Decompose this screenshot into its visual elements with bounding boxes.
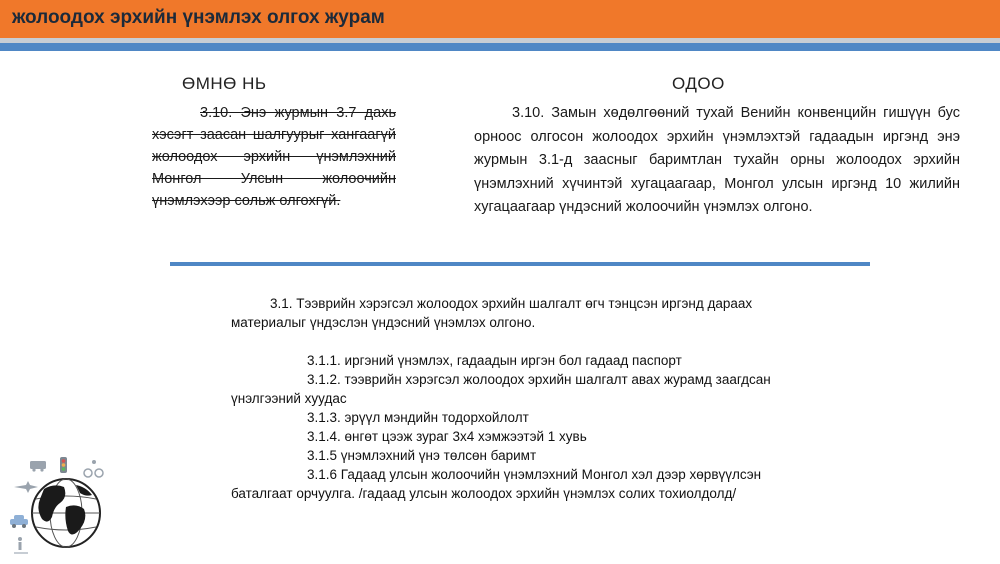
traffic-light-icon [60,457,67,473]
car-icon [10,515,28,528]
rule-item: 3.1.2. тээврийн хэрэгсэл жолоодох эрхийн шалгалт авах журамд заагдсан үнэлгээний хуудас [231,372,771,406]
header-band-blue [0,43,1000,51]
new-rule-text: 3.10. Замын хөдөлгөөний тухай Венийн конвенцийн гишүүн бус орноос олгосон жолоодох эрхийн үнэмлэхтэй гадаадын иргэнд энэ журмын 3.1-д заасныг баримтлан тухайн орны жолоодох эрхийн үнэмлэхний хүчинтэй хугацаагаар, Монгол улсын иргэнд 10 жилийн хугацаагаар үндэсний жолоочийн үнэмлэх олгоно. [474,105,960,215]
plane-icon [14,481,38,493]
page-title: жолоодох эрхийн үнэмлэх олгох журам [12,7,385,28]
bus-icon [30,461,46,472]
rule-item: 3.1.5 үнэмлэхний үнэ төлсөн баримт [307,448,537,463]
rule-item: 3.1.1. иргэний үнэмлэх, гадаадын иргэн бол гадаад паспорт [307,353,682,368]
rules-list [231,294,771,503]
pedestrian-icon [14,537,28,554]
new-column-heading: ОДОО [672,74,725,93]
globe-transport-icon [8,455,112,559]
old-column-heading: ӨМНӨ НЬ [182,74,267,93]
rule-item: 3.1.4. өнгөт цээж зураг 3х4 хэмжээтэй 1 хувь [307,429,587,444]
old-rule-text: 3.10. Энэ журмын 3.7 дахь хэсэгт заасан шалгуурыг хангаагүй жолоодох эрхийн үнэмлэхний Монгол Улсын жолоочийн үнэмлэхээр сольж олгохгүй. [152,105,396,209]
section-divider [170,262,870,266]
rule-item: 3.1.6 Гадаад улсын жолоочийн үнэмлэхний Монгол хэл дээр хөрвүүлсэн баталгаат орчуулга. /гадаад улсын жолоодох эрхийн үнэмлэх солих тохиолдолд/ [231,467,762,501]
header-bar [0,0,1000,38]
rule-item: 3.1.3. эрүүл мэндийн тодорхойлолт [307,410,529,425]
cyclist-icon [84,460,103,477]
rules-intro: 3.1. Тээврийн хэрэгсэл жолоодох эрхийн шалгалт өгч тэнцсэн иргэнд дараах материалыг үндэслэн үндэсний үнэмлэх олгоно. [231,296,753,330]
